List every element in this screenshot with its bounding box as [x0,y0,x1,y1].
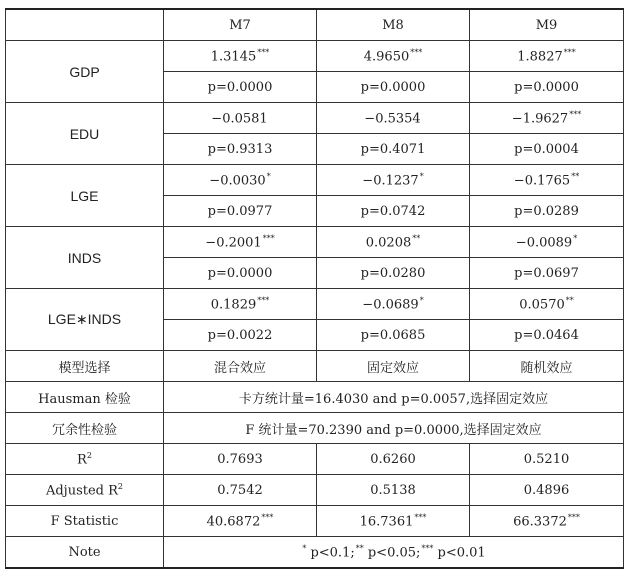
p-value-cell [470,258,624,289]
cell-value: 40.6872 [206,514,261,530]
p-value-cell [164,134,317,165]
coefficient-cell [317,289,470,320]
coefficient-cell [317,227,470,258]
significance-stars: *** [421,543,434,553]
model-type-cell: 固定效应 [317,351,470,382]
cell-value: −0.0030 [209,173,266,189]
significance-stars: ** [355,543,364,553]
p-value-cell [164,320,317,351]
p-value-cell [317,320,470,351]
cell-value: 0.1829 [210,297,257,313]
coefficient-cell [470,165,624,196]
model-type-cell: 混合效应 [164,351,317,382]
table-row [6,227,624,258]
coefficient-cell [470,103,624,134]
p-value-cell [317,72,470,103]
table-row [6,475,624,506]
table-row [6,413,624,444]
cell-value: p=0.0289 [514,203,579,219]
column-header-m7: M7 [164,9,317,41]
stat-value-cell [164,444,317,475]
cell-value: 0.5138 [370,482,416,498]
row-label: 模型选择 [6,351,164,382]
significance-stars: *** [563,47,576,57]
coefficient-cell [317,165,470,196]
cell-value: −1.9627 [511,111,569,127]
significance-stars: *** [410,47,423,57]
table-row [6,165,624,196]
significance-stars: ** [565,295,574,305]
header-row [6,9,624,41]
row-label [6,444,164,475]
cell-value: p=0.0685 [360,327,426,343]
row-label: Hausman 检验 [6,382,164,413]
regression-table [5,8,624,569]
coefficient-cell [164,227,317,258]
row-label-text: Adjusted R [45,483,118,499]
test-result-cell: 卡方统计量=16.4030 and p=0.0057,选择固定效应 [164,382,624,413]
test-result-cell: F 统计量=70.2390 and p=0.0000,选择固定效应 [164,413,624,444]
stat-value-cell [317,506,470,537]
variable-name: LGE∗INDS [6,289,164,351]
coefficient-cell [317,41,470,72]
cell-value: p=0.0004 [514,141,579,157]
row-label-text: R [77,452,87,468]
cell-value: −0.0089 [515,235,573,251]
significance-stars: *** [567,512,580,522]
significance-stars: *** [262,233,275,243]
stat-value-cell [164,475,317,506]
cell-value: 0.5210 [523,451,570,467]
significance-stars: *** [569,109,582,119]
cell-value: p=0.9313 [207,141,273,157]
cell-value: 0.4896 [523,482,570,498]
p-value-cell [164,72,317,103]
coefficient-cell [470,227,624,258]
coefficient-cell [470,41,624,72]
stat-value-cell [317,444,470,475]
superscript: 2 [117,481,124,491]
p-value-cell [164,196,317,227]
cell-value: 0.0570 [519,297,565,313]
cell-value: −0.0689 [362,297,419,313]
stat-value-cell [470,444,624,475]
note-text: p<0.1; [306,545,355,561]
cell-value: −0.5354 [364,111,421,127]
variable-name: LGE [6,165,164,227]
significance-stars: ** [571,171,580,181]
header-blank-cell [6,9,164,41]
cell-value: −0.1765 [513,173,571,189]
coefficient-cell [164,289,317,320]
row-label: Note [6,537,164,569]
cell-value: p=0.0280 [360,265,426,281]
cell-value: 0.7693 [217,451,263,467]
column-header-m9: M9 [470,9,624,41]
significance-stars: *** [414,512,427,522]
cell-value: p=0.0000 [207,79,273,95]
superscript: 2 [86,450,92,460]
table-row [6,444,624,475]
cell-value: p=0.0742 [360,203,426,219]
cell-value: −0.1237 [362,173,419,189]
significance-stars: * [419,171,424,181]
coefficient-cell [164,41,317,72]
cell-value: p=0.0464 [514,327,579,343]
cell-value: −0.0581 [211,111,268,127]
cell-value: 1.8827 [517,49,563,65]
table-row [6,351,624,382]
p-value-cell [317,134,470,165]
p-value-cell [317,258,470,289]
table-row [6,289,624,320]
cell-value: p=0.0977 [207,203,273,219]
cell-value: 0.6260 [370,451,416,467]
cell-value: 0.0208 [365,235,412,251]
cell-value: p=0.0022 [207,327,273,343]
note-cell [164,537,624,569]
variable-name: INDS [6,227,164,289]
note-row [6,537,624,569]
significance-stars: *** [257,47,270,57]
p-value-cell [470,72,624,103]
stat-value-cell [470,506,624,537]
significance-stars: * [302,543,307,553]
p-value-cell [470,196,624,227]
variable-name: GDP [6,41,164,103]
cell-value: 66.3372 [513,514,567,530]
cell-value: 1.3145 [210,49,257,65]
row-label [6,475,164,506]
significance-stars: * [419,295,424,305]
model-type-cell: 随机效应 [470,351,624,382]
variable-name: EDU [6,103,164,165]
stat-value-cell [317,475,470,506]
table-row [6,506,624,537]
coefficient-cell [317,103,470,134]
significance-stars: ** [412,233,421,243]
table-row [6,41,624,72]
p-value-cell [317,196,470,227]
row-label: F Statistic [6,506,164,537]
coefficient-cell [470,289,624,320]
cell-value: p=0.0697 [514,265,579,281]
cell-value: p=0.4071 [360,141,426,157]
cell-value: 0.7542 [217,482,263,498]
cell-value: 4.9650 [363,49,410,65]
coefficient-cell [164,165,317,196]
table-row [6,382,624,413]
stat-value-cell [164,506,317,537]
note-text: p<0.01 [433,545,486,561]
p-value-cell [470,320,624,351]
cell-value: −0.2001 [205,235,262,251]
significance-stars: * [573,233,578,243]
significance-stars: *** [257,295,270,305]
significance-stars: * [266,171,271,181]
stat-value-cell [470,475,624,506]
note-text: p<0.05; [363,545,421,561]
p-value-cell [470,134,624,165]
cell-value: 16.7361 [359,514,414,530]
cell-value: p=0.0000 [360,79,426,95]
significance-stars: *** [261,512,274,522]
row-label: 冗余性检验 [6,413,164,444]
cell-value: p=0.0000 [514,79,579,95]
coefficient-cell [164,103,317,134]
cell-value: p=0.0000 [207,265,273,281]
table-row [6,103,624,134]
column-header-m8: M8 [317,9,470,41]
p-value-cell [164,258,317,289]
